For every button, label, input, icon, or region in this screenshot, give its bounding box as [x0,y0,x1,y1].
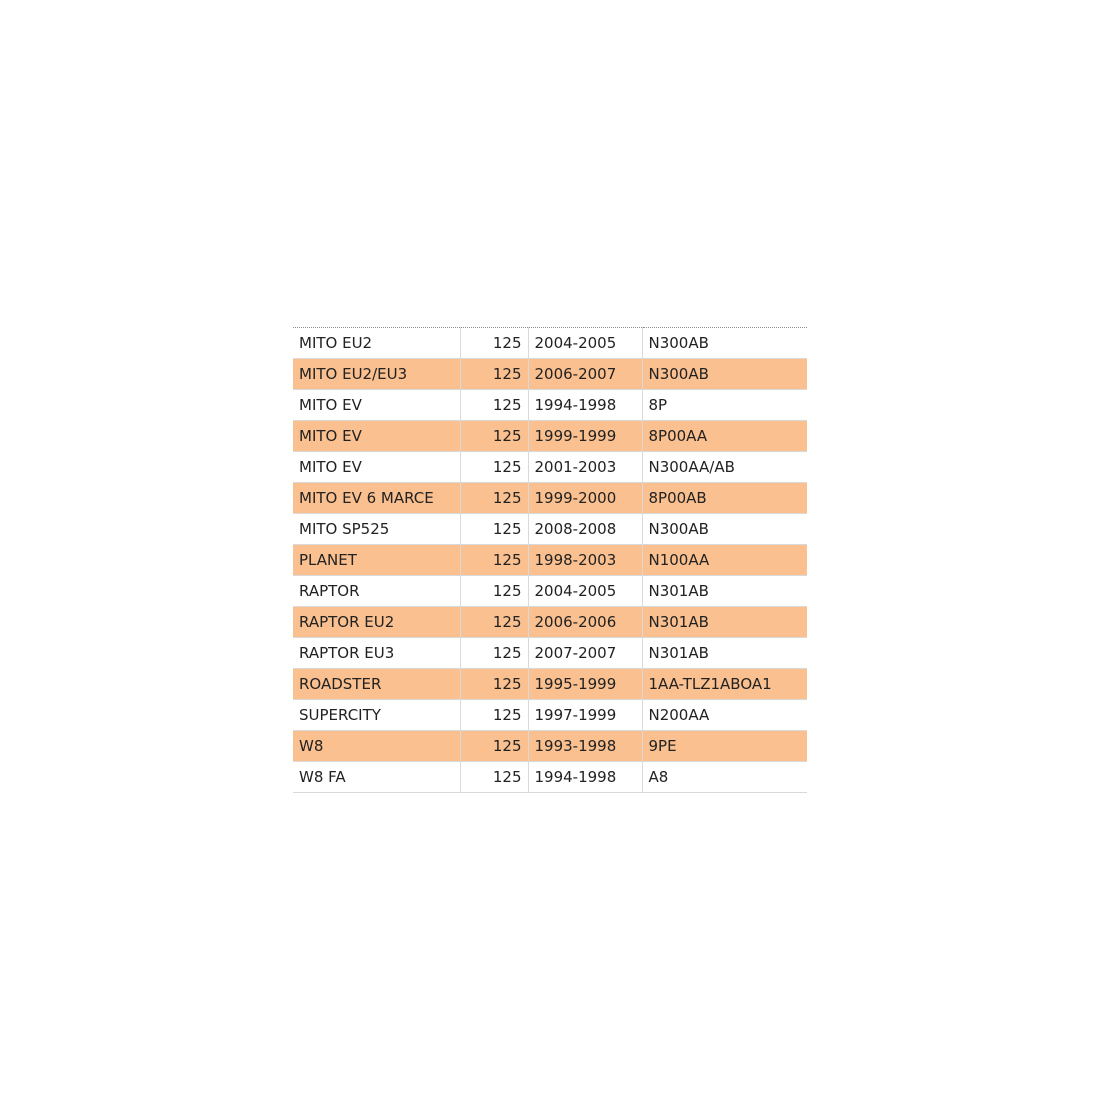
cell-displacement: 125 [460,421,528,452]
table-row [293,452,807,483]
cell-model: MITO SP525 [293,514,460,545]
cell-code: N200AA [642,700,807,731]
cell-years: 1999-2000 [528,483,642,514]
table-row [293,700,807,731]
cell-model: MITO EU2/EU3 [293,359,460,390]
cell-code: N301AB [642,576,807,607]
cell-displacement: 125 [460,545,528,576]
cell-code: 8P [642,390,807,421]
table-row [293,514,807,545]
cell-model: W8 [293,731,460,762]
cell-years: 2007-2007 [528,638,642,669]
cell-code: N100AA [642,545,807,576]
table-row [293,731,807,762]
table-row [293,421,807,452]
table-row [293,359,807,390]
cell-years: 2008-2008 [528,514,642,545]
cell-years: 2006-2007 [528,359,642,390]
cell-model: RAPTOR EU3 [293,638,460,669]
cell-displacement: 125 [460,483,528,514]
table-body [293,328,807,793]
cell-code: 8P00AA [642,421,807,452]
cell-displacement: 125 [460,669,528,700]
cell-code: N300AB [642,514,807,545]
cell-years: 2004-2005 [528,576,642,607]
cell-years: 2006-2006 [528,607,642,638]
cell-model: MITO EV [293,390,460,421]
cell-displacement: 125 [460,762,528,793]
cell-displacement: 125 [460,328,528,359]
cell-model: PLANET [293,545,460,576]
cell-years: 1994-1998 [528,390,642,421]
cell-code: 8P00AB [642,483,807,514]
cell-displacement: 125 [460,700,528,731]
cell-code: 9PE [642,731,807,762]
cell-displacement: 125 [460,359,528,390]
cell-displacement: 125 [460,452,528,483]
cell-code: N301AB [642,607,807,638]
table-row [293,545,807,576]
table [293,327,807,793]
cell-model: RAPTOR EU2 [293,607,460,638]
cell-model: W8 FA [293,762,460,793]
cell-model: RAPTOR [293,576,460,607]
cell-years: 1995-1999 [528,669,642,700]
cell-code: N300AB [642,359,807,390]
table-row [293,390,807,421]
cell-code: N301AB [642,638,807,669]
cell-displacement: 125 [460,638,528,669]
cell-model: MITO EV 6 MARCE [293,483,460,514]
cell-displacement: 125 [460,607,528,638]
cell-model: MITO EU2 [293,328,460,359]
table-row [293,669,807,700]
cell-years: 1994-1998 [528,762,642,793]
cell-years: 1997-1999 [528,700,642,731]
table-row [293,483,807,514]
cell-model: MITO EV [293,421,460,452]
table-row [293,638,807,669]
cell-code: 1AA-TLZ1ABOA1 [642,669,807,700]
table-row [293,328,807,359]
cell-code: N300AA/AB [642,452,807,483]
cell-displacement: 125 [460,576,528,607]
cell-years: 1993-1998 [528,731,642,762]
cell-model: MITO EV [293,452,460,483]
cell-years: 1998-2003 [528,545,642,576]
cell-displacement: 125 [460,514,528,545]
cell-code: N300AB [642,328,807,359]
cell-years: 1999-1999 [528,421,642,452]
table-row [293,607,807,638]
table-row [293,762,807,793]
cell-model: ROADSTER [293,669,460,700]
cell-displacement: 125 [460,390,528,421]
table-row [293,576,807,607]
vehicle-compatibility-table [293,327,807,793]
cell-years: 2001-2003 [528,452,642,483]
cell-model: SUPERCITY [293,700,460,731]
cell-displacement: 125 [460,731,528,762]
cell-years: 2004-2005 [528,328,642,359]
cell-code: A8 [642,762,807,793]
